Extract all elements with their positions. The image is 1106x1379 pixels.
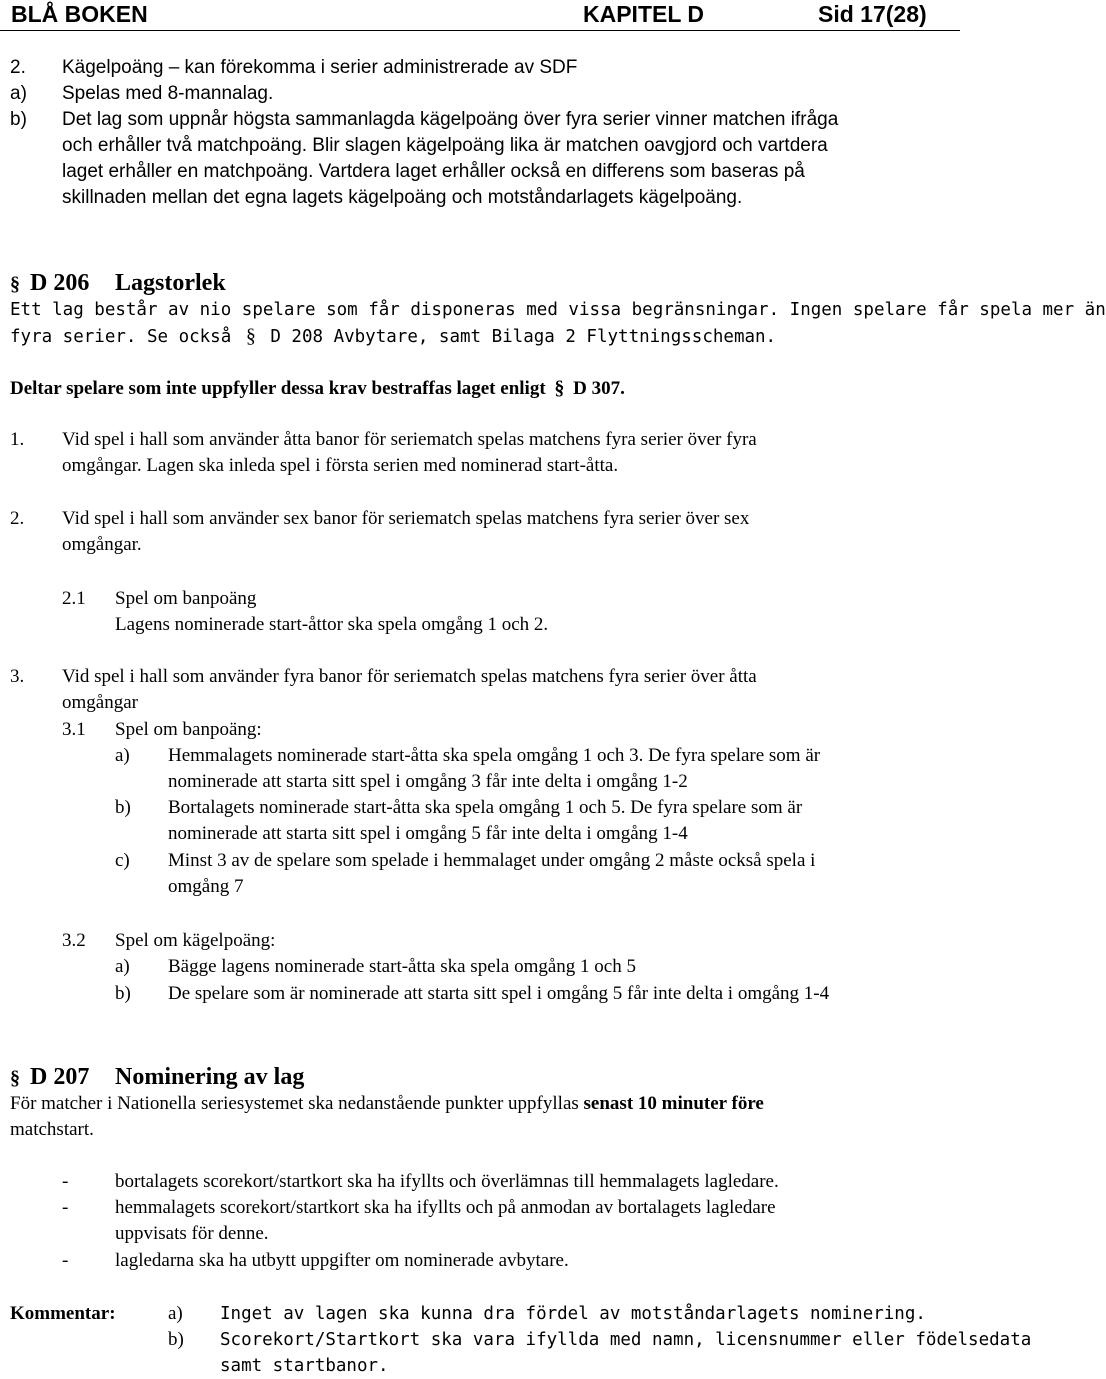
d206-p21-line: Lagens nominerade start-åttor ska spela omgång 1 och 2. bbox=[115, 614, 549, 635]
item2-b-line: Det lag som uppnår högsta sammanlagda kägelpoäng över fyra serier vinner matchen ifråga bbox=[62, 109, 839, 130]
d207-intro bbox=[10, 1091, 764, 1143]
d207-intro-deadline: senast 10 minuter före bbox=[583, 1093, 764, 1114]
comment-label: Kommentar: bbox=[10, 1303, 116, 1324]
section-sign-icon: § bbox=[245, 325, 256, 347]
d206-p32-number: 3.2 bbox=[62, 930, 86, 951]
d206-p31-a-text bbox=[168, 743, 820, 795]
d206-see-also: fyra serier. Se också bbox=[10, 327, 232, 347]
d206-p1-line: omgångar. Lagen ska inleda spel i första serien med nominerad start-åtta. bbox=[62, 455, 619, 476]
d206-p32-a-text: Bägge lagens nominerade start-åtta ska spela omgång 1 och 5 bbox=[168, 956, 636, 977]
list-item-line: uppvisats för denne. bbox=[115, 1223, 269, 1244]
d207-intro-line bbox=[10, 1091, 764, 1117]
d206-p1-number: 1. bbox=[10, 429, 25, 450]
d206-p31-b-text bbox=[168, 795, 802, 847]
item2-a-line bbox=[10, 81, 273, 107]
d206-p31-number: 3.1 bbox=[62, 719, 86, 740]
item2-b-text bbox=[62, 107, 838, 211]
section-sign-icon: § bbox=[10, 273, 20, 295]
list-item-line: nominerade att starta sitt spel i omgång 3 får inte delta i omgång 1-2 bbox=[168, 771, 688, 792]
list-item-line: Minst 3 av de spelare som spelade i hemmalaget under omgång 2 måste också spela i bbox=[168, 850, 816, 871]
d206-p32-b-text: De spelare som är nominerade att starta sitt spel i omgång 5 får inte delta i omgång 1-4 bbox=[168, 983, 830, 1004]
d206-p2-line: omgångar. bbox=[62, 534, 142, 555]
list-item-line: nominerade att starta sitt spel i omgång 5 får inte delta i omgång 1-4 bbox=[168, 823, 688, 844]
d206-warning bbox=[10, 375, 625, 402]
d206-p2-number: 2. bbox=[10, 508, 25, 529]
list-item-line: Hemmalagets nominerade start-åtta ska spela omgång 1 och 3. De fyra spelare som är bbox=[168, 745, 821, 766]
d206-reference: D 208 Avbytare, samt Bilaga 2 Flyttningsscheman. bbox=[270, 327, 777, 347]
d206-p3-line: Vid spel i hall som använder fyra banor för seriematch spelas matchens fyra serier över åtta bbox=[62, 666, 757, 687]
d206-warning-text: Deltar spelare som inte uppfyller dessa krav bestraffas laget enligt bbox=[10, 378, 546, 399]
d206-warning-reference: D 307. bbox=[573, 378, 625, 399]
d207-bullet-3: lagledarna ska ha utbytt uppgifter om nominerade avbytare. bbox=[115, 1250, 569, 1271]
d206-p32-b-label: b) bbox=[115, 983, 131, 1004]
d206-p31-c-label: c) bbox=[115, 850, 130, 871]
bullet-dash: - bbox=[62, 1250, 69, 1271]
d207-bullet-1: bortalagets scorekort/startkort ska ha ifyllts och överlämnas till hemmalagets lagledare. bbox=[115, 1171, 779, 1192]
item2-b-line: och erhåller två matchpoäng. Blir slagen kägelpoäng lika är matchen oavgjord och vartdera bbox=[62, 135, 828, 156]
d206-p31-c-text bbox=[168, 848, 815, 900]
d207-code: D 207 bbox=[30, 1064, 90, 1090]
d206-p21-text bbox=[115, 586, 548, 638]
d206-p21-title: Spel om banpoäng bbox=[115, 588, 257, 609]
d206-text-line bbox=[10, 323, 776, 350]
item2-a-text: Spelas med 8-mannalag. bbox=[62, 83, 274, 104]
d207-title: Nominering av lag bbox=[115, 1064, 305, 1090]
d206-title: Lagstorlek bbox=[115, 270, 226, 296]
d206-p31-b-label: b) bbox=[115, 797, 131, 818]
item2-title-line bbox=[10, 55, 577, 81]
bullet-dash: - bbox=[62, 1171, 69, 1192]
item2-b-label: b) bbox=[10, 109, 27, 130]
section-sign-icon: § bbox=[554, 377, 565, 399]
d206-p31-title: Spel om banpoäng: bbox=[115, 719, 262, 740]
comment-a-text: Inget av lagen ska kunna dra fördel av motståndarlagets nominering. bbox=[220, 1304, 926, 1324]
list-item-line: hemmalagets scorekort/startkort ska ha ifyllts och på anmodan av bortalagets lagledare bbox=[115, 1197, 776, 1218]
item2-b-line: skillnaden mellan det egna lagets kägelpoäng och motståndarlagets kägelpoäng. bbox=[62, 187, 743, 208]
d206-p3-text bbox=[62, 664, 757, 716]
d206-p2-text bbox=[62, 506, 749, 558]
d206-p1-line: Vid spel i hall som använder åtta banor för seriematch spelas matchens fyra serier över fyra bbox=[62, 429, 757, 450]
d206-text-line: Ett lag består av nio spelare som får disponeras med vissa begränsningar. Ingen spelare får spela mer än bbox=[10, 300, 1106, 320]
bullet-dash: - bbox=[62, 1197, 69, 1218]
d206-code: D 206 bbox=[30, 270, 90, 296]
header-book-title: BLÅ BOKEN bbox=[11, 1, 148, 27]
item2-title: Kägelpoäng – kan förekomma i serier administrerade av SDF bbox=[62, 57, 578, 78]
comment-b-text bbox=[220, 1327, 1031, 1379]
item2-number: 2. bbox=[10, 57, 26, 78]
d207-bullet-2 bbox=[115, 1195, 776, 1247]
list-item-line: omgång 7 bbox=[168, 876, 244, 897]
d206-p32-a-label: a) bbox=[115, 956, 130, 977]
list-item-line: Scorekort/Startkort ska vara ifyllda med namn, licensnummer eller födelsedata bbox=[220, 1330, 1032, 1350]
section-sign-icon: § bbox=[10, 1067, 20, 1089]
d207-intro-text: För matcher i Nationella seriesystemet ska nedanstående punkter uppfyllas bbox=[10, 1093, 579, 1114]
header-chapter: KAPITEL D bbox=[583, 1, 704, 27]
d206-p3-number: 3. bbox=[10, 666, 25, 687]
d206-p2-line: Vid spel i hall som använder sex banor för seriematch spelas matchens fyra serier över sex bbox=[62, 508, 750, 529]
d206-heading bbox=[10, 268, 226, 299]
d207-heading bbox=[10, 1062, 304, 1093]
item2-a-label: a) bbox=[10, 83, 27, 104]
comment-b-label: b) bbox=[168, 1329, 184, 1350]
d207-intro-end: matchstart. bbox=[10, 1119, 94, 1140]
page-header bbox=[0, 0, 960, 31]
d206-p3-line: omgångar bbox=[62, 692, 138, 713]
list-item-line: Bortalagets nominerade start-åtta ska spela omgång 1 och 5. De fyra spelare som är bbox=[168, 797, 803, 818]
header-page-number: Sid 17(28) bbox=[818, 1, 927, 27]
d206-p31-a-label: a) bbox=[115, 745, 130, 766]
d206-p21-number: 2.1 bbox=[62, 588, 86, 609]
d206-p32-title: Spel om kägelpoäng: bbox=[115, 930, 276, 951]
d206-p1-text bbox=[62, 427, 757, 479]
list-item-line: samt startbanor. bbox=[220, 1356, 389, 1376]
item2-b-line: laget erhåller en matchpoäng. Vartdera laget erhåller också en differens som baseras på bbox=[62, 161, 805, 182]
comment-a-label: a) bbox=[168, 1303, 183, 1324]
